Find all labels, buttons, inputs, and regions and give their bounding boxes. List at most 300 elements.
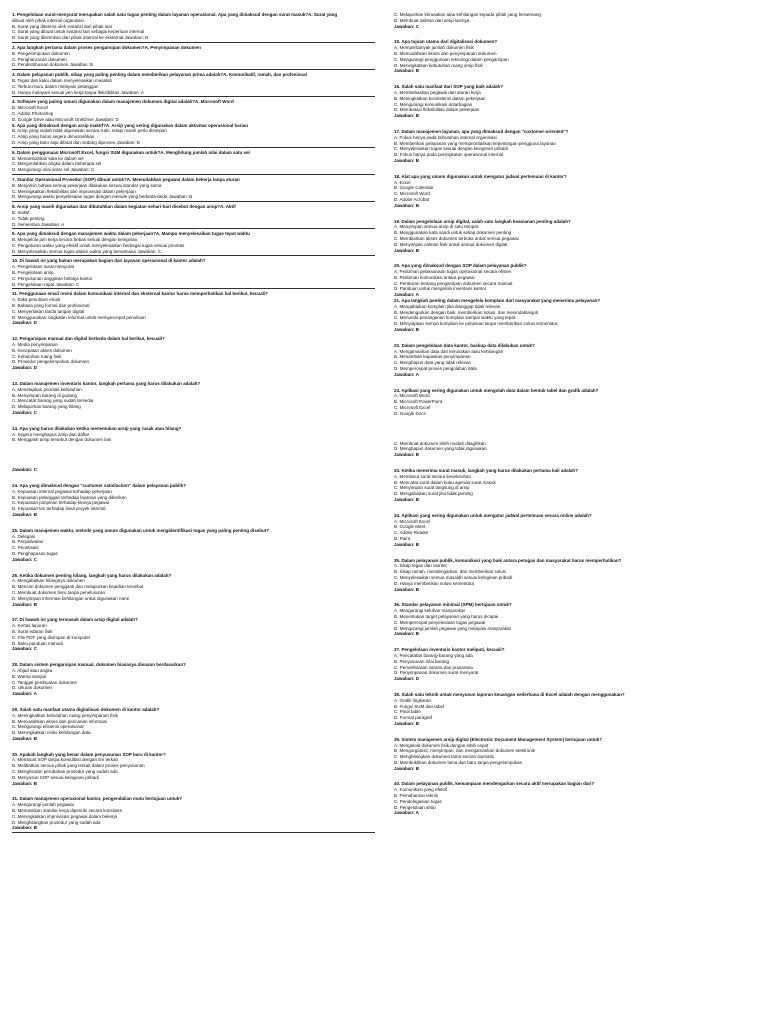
question-text: 6. Dalam penggunaan Microsoft Excel, fungsi SUM digunakan untuk?A. Menghitung jumlah nilai dalam satu sel xyxy=(12,149,250,155)
answer-key: Jawaban: A xyxy=(394,371,419,377)
option-line: A. Segera menghapus arsip dari daftar xyxy=(12,431,90,437)
option-line: B. Menjamin bahwa semua pekerjaan dilakukan sesuai standar yang sama xyxy=(12,182,162,188)
option-line: B. Mengganti arsip tersebut dengan dokumen lain xyxy=(12,437,112,443)
answer-key: Jawaban: B xyxy=(394,327,420,333)
option-line: B. Memudahkan akses dan penyimpanan dokumen xyxy=(394,50,497,56)
option-line: D. Melaporkan barang yang hilang xyxy=(12,404,81,410)
option-line: D. Surat yang dikirimkan dari pihak internal ke eksternal Jawaban: B xyxy=(12,35,149,41)
spacer xyxy=(394,637,757,647)
option-line: B. Kepuasan pelanggan terhadap layanan yang diberikan xyxy=(12,494,127,500)
question-text: 16. Salah satu manfaat dari SOP yang baik adalah? xyxy=(394,84,503,90)
option-line: A. Membuat SOP tanpa konsultasi dengan tim terkait xyxy=(12,757,118,763)
answer-key: Jawaban: B xyxy=(394,113,420,119)
option-line: B. Menentukan target pelayanan yang harus dicapai xyxy=(394,613,499,619)
option-line: B. Meningkatkan konsistensi dalam pekerjaan xyxy=(394,95,486,101)
option-line: A. Mengabaikan komplain jika dianggap tidak relevan xyxy=(394,303,501,309)
spacer xyxy=(394,727,757,737)
answer-key: Jawaban: B xyxy=(394,541,420,547)
option-line: A. Pedoman pelaksanaan tugas operasional secara efisien xyxy=(394,269,512,275)
question-block xyxy=(12,204,375,227)
option-line: C. Tanggal pembuatan dokumen xyxy=(12,679,77,685)
option-line: C. Microsoft Excel xyxy=(394,405,431,411)
answer-key: Jawaban: B xyxy=(12,601,38,607)
divider-line xyxy=(12,69,375,70)
question-block xyxy=(394,647,757,682)
option-line: C. Mencatat barang yang sudah tersedia xyxy=(12,398,94,404)
option-line: C. Terburu-buru dalam melayani pelanggan xyxy=(12,83,99,89)
option-line: A. Menyimpan semua arsip di satu tempat xyxy=(394,224,479,230)
option-line: A. Kepuasan internal pegawai terhadap pekerjaan xyxy=(12,488,112,494)
question-text: 26. Ketika dokumen penting hilang, langkah yang harus dilakukan adalah? xyxy=(12,572,172,578)
option-line: C. Meningkatkan improvisasi pegawai dalam bekerja xyxy=(12,813,118,819)
option-line: B. Mencari dokumen pengganti dan melaporkan kejadian tersebut xyxy=(12,584,144,590)
question-block xyxy=(394,174,757,209)
option-line: C. Kepuasan pimpinan terhadap kinerja pegawai xyxy=(12,500,110,506)
question-text: 38. Salah satu teknik untuk menyusun laporan keuangan sederhana di Excel adalah dengan menggunakan? xyxy=(394,691,625,697)
answer-key: Jawaban: B xyxy=(394,586,420,592)
question-text: 31. Dalam manajemen operasional kantor, pengendalian mutu bertujuan untuk? xyxy=(12,796,183,802)
question-block xyxy=(12,150,375,173)
option-line: B. Memudahkan akses dan pencarian informasi xyxy=(12,718,108,724)
spacer xyxy=(394,209,757,219)
question-text: 30. Apakah langkah yang benar dalam penyusunan SOP baru di kantor? xyxy=(12,751,166,757)
option-line: B. Arsip yang sudah tidak digunakan secara rutin, tetapi masih perlu disimpan xyxy=(12,128,167,134)
option-line: A. Meningkatkan kebutuhan ruang penyimpanan fisik xyxy=(12,712,118,718)
option-line: D. Pendistribusian dokumen Jawaban: B xyxy=(12,62,94,68)
option-line: C. Menghindari perubahan prosedur yang sudah ada xyxy=(12,769,118,775)
option-line: B. Penyusunan nilai barang xyxy=(394,658,450,664)
answer-key: Jawaban: A xyxy=(394,292,419,298)
option-line: A. Fokus hanya pada kebutuhan internal organisasi xyxy=(394,134,497,140)
spacer xyxy=(12,563,375,573)
option-line: A. Abjad atau angka xyxy=(12,667,53,673)
question-block xyxy=(394,39,757,74)
question-text: C. Melaporkan kerusakan atau kehilangan kepada pihak yang berwenang xyxy=(394,12,541,17)
option-line: B. Pedoman komunikasi antara pegawai xyxy=(394,274,475,280)
option-line: C. Mengurangi penggunaan teknologi dalam pengarsipan xyxy=(394,56,509,62)
option-line: A. Komunikasi yang efektif xyxy=(394,787,448,793)
spacer xyxy=(12,697,375,707)
question-text: 2. Apa langkah pertama dalam proses pengarsipan dokumen?A. Penyimpanan dokumen xyxy=(12,44,201,50)
question-text: 13. Dalam manajemen inventaris kantor, langkah pertama yang harus dilakukan adalah? xyxy=(12,381,201,387)
option-line: D. Menggunakan singkatan informal untuk mempercepat penulisan xyxy=(12,314,146,320)
question-block xyxy=(12,483,375,518)
option-line: D. Ukuran dokumen xyxy=(12,685,53,691)
option-line: C. Microsoft Word xyxy=(394,191,430,197)
option-line: A. Pengelolaan surat-menyurat xyxy=(12,264,75,270)
answer-key: Jawaban: B xyxy=(394,720,420,726)
option-line: C. Membuat dokumen baru tanpa penelusuran xyxy=(12,589,106,595)
option-line: D. Penyimpanan dokumen surat-menyurat xyxy=(394,670,479,676)
option-line: D. Kepuasan tim terhadap hasil proyek internal xyxy=(12,506,106,512)
option-line: A. Membebaskan pegawai dari aturan kerja xyxy=(394,89,481,95)
question-block xyxy=(12,72,375,95)
option-line: B. Pengelolaan arsip xyxy=(12,270,54,276)
option-line: C. Arsip yang harus segera dimusnahkan xyxy=(12,134,95,140)
question-text: 29. Salah satu manfaat utama digitalisasi dokumen di kantor adalah? xyxy=(12,706,160,712)
option-line: C. Mempercepat penyelesaian tugas pegawai xyxy=(394,619,486,625)
question-block xyxy=(12,707,375,742)
spacer xyxy=(394,503,757,513)
option-line: C. Menunda penanganan komplain sampai waktu yang tepat xyxy=(394,315,516,321)
option-line: A. Grafik lingkaran xyxy=(394,697,432,703)
answer-key: Jawaban: C xyxy=(12,410,38,416)
question-block xyxy=(394,441,757,458)
option-line: B. Surat yang diterima oleh instansi dari pihak luar xyxy=(12,23,113,29)
option-line: A. Mengamankan data dari kerusakan atau kehilangan xyxy=(394,348,504,354)
option-line: C. Peraturan tentang pengarsipan dokumen secara manual xyxy=(394,280,513,286)
question-block xyxy=(394,129,757,164)
answer-key: Jawaban: B xyxy=(394,202,420,208)
question-block xyxy=(12,291,375,326)
option-line: C. Meningkatkan fleksibilitas dan improvisasi dalam pekerjaan xyxy=(12,188,136,194)
divider-line xyxy=(12,228,375,229)
spacer xyxy=(394,682,757,692)
option-line: C. Mengurangi efisiensi operasional xyxy=(12,724,84,730)
option-line: D. Menyimpan informasi kehilangan untuk digunakan nanti xyxy=(12,595,129,601)
question-text: 19. Dalam pengelolaan arsip digital, salah satu langkah keamanan penting adalah? xyxy=(394,218,571,224)
question-block xyxy=(12,258,375,287)
question-block xyxy=(12,123,375,146)
option-line: D. Menyimpan salinan fisik untuk semua dokumen digital xyxy=(394,241,508,247)
option-line: D. Mengurangi waktu penyelesaian tugas dengan metode yang berbeda-beda Jawaban: B xyxy=(12,194,193,200)
question-block xyxy=(12,336,375,371)
answer-key: Jawaban: A xyxy=(394,810,419,816)
option-line: D. Menyusun SOP sesuai keinginan pribadi xyxy=(12,774,99,780)
question-text: 8. Arsip yang masih digunakan dan dibutuhkan dalam kegiatan sehari-hari disebut dengan arsip?A. Aktif xyxy=(12,204,236,210)
option-line: C. Membiarkan akses dokumen terbuka untuk semua pegawai xyxy=(394,235,519,241)
option-line: C. Prioritisasi xyxy=(12,545,39,551)
spacer xyxy=(12,786,375,796)
answer-key: Jawaban: B xyxy=(394,157,420,163)
option-line: A. Etika penulisan email xyxy=(12,297,61,303)
divider-line xyxy=(12,832,375,833)
option-line: D. Paint xyxy=(394,535,411,541)
spacer xyxy=(394,458,757,468)
question-text: 39. Sistem manajemen arsip digital (Electronic Document Management System) bertujuan untuk? xyxy=(394,736,603,742)
answer-key: Jawaban: B xyxy=(394,68,420,74)
answer-key: Jawaban: B xyxy=(394,765,420,771)
question-text: 40. Dalam pelayanan publik, kemampuan mendengarkan secara aktif merupakan bagian dari? xyxy=(394,781,595,787)
question-block xyxy=(12,45,375,68)
divider-line xyxy=(12,147,375,148)
divider-line xyxy=(12,174,375,175)
option-line: A. Mengurangi keluhan masyarakat xyxy=(394,608,465,614)
question-block xyxy=(394,737,757,772)
answer-key: Jawaban: B xyxy=(12,780,38,786)
option-line: C. Pengaturan waktu yang efektif untuk menyelesaikan berbagai tugas sesuai prioritas xyxy=(12,242,185,248)
answer-key: Jawaban: B xyxy=(12,825,38,831)
option-line: A. Microsoft Excel xyxy=(394,518,431,524)
option-line: B. Mengorganisir, menyimpan, dan mengamankan dokumen elektronik xyxy=(394,748,535,754)
option-line: A. Membaca surat secara keseluruhan xyxy=(394,473,472,479)
question-block xyxy=(394,219,757,254)
option-line: D. Hanya melayani sesuai jam kerja tanpa fleksibilitas Jawaban: A xyxy=(12,89,144,95)
option-line: D. Pengelolaan arsip xyxy=(394,804,436,810)
option-line: B. Fungsi SUM dan tabel xyxy=(394,703,445,709)
option-line: D. Mengabaikan surat jika tidak penting xyxy=(394,491,473,497)
spacer xyxy=(394,333,757,343)
question-text: 22. Dalam pengelolaan data kantor, backup data dilakukan untuk? xyxy=(394,342,535,348)
option-line: C. Pemeliharaan sarana dan prasarana xyxy=(394,664,473,670)
option-line: A. Pencatatan barang-barang yang ada xyxy=(394,652,473,658)
option-line: D. Hanya memberikan solusi sementara xyxy=(394,580,475,586)
option-line: B. Memastikan standar kerja dipenuhi secara konsisten xyxy=(12,808,123,814)
option-line: B. Google Meet xyxy=(394,524,426,530)
spacer xyxy=(394,548,757,558)
option-line: B. Surat edaran fisik xyxy=(12,628,53,634)
question-block xyxy=(12,662,375,697)
question-text: 15. Apa tujuan utama dari digitalisasi dokumen? xyxy=(394,39,498,45)
option-line: C. Surat yang dibuat untuk instansi lain sebagai keperluan internal xyxy=(12,29,145,35)
option-line: A. Mengurangi jumlah pegawai xyxy=(12,802,74,808)
option-line: D. Google Docs xyxy=(394,410,426,416)
option-line: D. Adobe Acrobat xyxy=(394,196,430,202)
question-block xyxy=(394,298,757,333)
question-block xyxy=(12,381,375,416)
spacer xyxy=(12,652,375,662)
question-text: 9. Apa yang dimaksud dengan manajemen waktu dalam pekerjaan?A. Mampu menyelesaikan tugas tepat waktu xyxy=(12,231,250,237)
question-block xyxy=(12,528,375,563)
answer-key: Jawaban: B xyxy=(394,247,420,253)
option-line: A. Kertas laporan xyxy=(12,623,47,629)
option-line: D. Sementara Jawaban: A xyxy=(12,221,65,227)
option-line: B. Memberikan pelayanan yang memprioritaskan kepentingan pengguna layanan xyxy=(394,140,556,146)
spacer xyxy=(12,326,375,336)
option-line: C. Pivot table xyxy=(394,709,421,715)
spacer xyxy=(394,29,757,39)
question-block xyxy=(12,573,375,608)
question-text: 24. Apa yang dimaksud dengan "customer satisfaction" dalam pelayanan publik? xyxy=(12,483,186,488)
spacer xyxy=(394,74,757,84)
option-line: C. Penghancuran dokumen xyxy=(12,56,67,62)
answer-key: Jawaban: C xyxy=(394,23,420,29)
question-text: 36. Standar pelayanan minimal (SPM) bertujuan untuk? xyxy=(394,602,512,608)
answer-key: Jawaban: B xyxy=(394,631,420,637)
left-question-column xyxy=(12,12,375,1022)
answer-key: Jawaban: C xyxy=(12,556,38,562)
option-line: D. Menghapus dokumen yang tidak digunakan xyxy=(394,446,487,452)
divider-line xyxy=(12,96,375,97)
question-block xyxy=(12,12,375,41)
answer-key: Jawaban: D xyxy=(12,365,38,371)
question-text: 21. Apa langkah penting dalam mengelola komplain dari masyarakat yang menerima pelayanan? xyxy=(394,298,601,304)
question-text: 1. Pengelolaan surat-menyurat merupakan salah satu tugas penting dalam layanan operasional. Apa yang dimaksud dengan surat masuk?A. Surat yang xyxy=(12,12,338,17)
question-block xyxy=(394,388,757,417)
option-line: B. Menyimpan barang di gudang xyxy=(12,392,78,398)
question-block xyxy=(12,752,375,787)
question-block xyxy=(12,617,375,652)
question-block xyxy=(12,796,375,831)
divider-line xyxy=(12,255,375,256)
question-text: 11. Penggunaan email resmi dalam komunikasi internal dan eksternal kantor harus memperhatikan hal berikut, kecuali? xyxy=(12,291,268,297)
answer-key: Jawaban: B xyxy=(394,497,420,502)
answer-key: Jawaban: B xyxy=(394,452,420,458)
question-block xyxy=(394,84,757,119)
question-text: 5. Apa yang dimaksud dengan arsip inaktif?A. Arsip yang sering digunakan dalam aktivitas operasional harian xyxy=(12,122,248,128)
option-line: A. Sikap tegas dan otoriter xyxy=(394,563,448,569)
option-line: C. Adobe Reader xyxy=(394,530,429,536)
spacer xyxy=(394,164,757,174)
question-block xyxy=(12,177,375,200)
option-line: B. Penjadwalan xyxy=(12,539,44,545)
option-line: C. Menghilangkan dokumen lama secara otomatis xyxy=(394,754,495,760)
option-line: B. Pengelompokan dokumen xyxy=(12,50,70,56)
question-block xyxy=(394,692,757,727)
option-line: A. Microsoft Word xyxy=(394,393,430,399)
option-line: B. Inaktif xyxy=(12,209,30,215)
question-text: 35. Dalam pelayanan publik, komunikasi yang baik antara petugas dan masyarakat harus memperhatikan? xyxy=(394,557,622,563)
option-line: D. Mengurangi jumlah pegawai yang melayani masyarakat xyxy=(394,625,511,631)
option-line: B. Mendengarkan dengan baik, memberikan solusi, dan menindaklanjuti xyxy=(394,309,538,315)
question-text: 18. Alat apa yang umum digunakan untuk mengatur jadwal pertemuan di kantor? xyxy=(394,173,567,179)
option-line: B. Melibatkan semua pihak yang terkait dalam proses penyusunan xyxy=(12,763,145,769)
option-line: D. Fokus hanya pada peningkatan operasional internal xyxy=(394,152,504,158)
option-line: D. Menghilangkan prosedur yang sudah ada xyxy=(12,819,101,825)
option-line: B. Warna sampul xyxy=(12,673,47,679)
question-block xyxy=(394,558,757,593)
option-line: B. Microsoft PowerPoint xyxy=(394,399,443,405)
option-line: B. Google Calendar xyxy=(394,185,434,191)
spacer xyxy=(12,371,375,381)
option-line: D. Meningkatkan kebutuhan ruang arsip fisik xyxy=(394,62,483,68)
question-text: 3. Dalam pelayanan publik, sikap yang paling penting dalam memberikan pelayanan prima adalah?A. Komunikatif, ramah, dan profesional xyxy=(12,72,307,78)
option-line: B. Bahasa yang formal dan profesional xyxy=(12,303,90,309)
answer-key: Jawaban: D xyxy=(394,676,420,682)
spacer xyxy=(394,119,757,129)
option-line: B. Mengelola jam kerja secara bebas sesuai dengan keinginan xyxy=(12,237,138,243)
option-line: C. Tidak penting xyxy=(12,215,45,221)
question-text: 33. Ketika menerima surat masuk, langkah yang harus dilakukan pertama kali adalah? xyxy=(394,468,578,474)
option-line: A. Mengelola dokumen fisik dengan lebih cepat xyxy=(394,742,489,748)
option-line: D. Membatasi fleksibilitas dalam pekerjaan xyxy=(394,107,480,113)
question-block xyxy=(394,12,757,29)
option-line: A. Menetapkan prioritas kebutuhan xyxy=(12,386,82,392)
question-text: 12. Pengarsipan manual dan digital berbeda dalam hal berikut, kecuali? xyxy=(12,336,165,342)
option-line: B. Sikap ramah, mendengarkan, dan memberikan solusi xyxy=(394,569,507,575)
option-line: C. Mengurangi komunikasi antarbagian xyxy=(394,101,473,107)
question-text: 17. Dalam manajemen layanan, apa yang dimaksud dengan "customer-oriented"? xyxy=(394,128,569,134)
spacer xyxy=(394,417,757,441)
option-line: C. Menyimpan surat langsung di arsip xyxy=(394,485,470,491)
question-block xyxy=(394,513,757,548)
option-line: D. Mempercepat proses pengolahan data xyxy=(394,366,477,372)
option-line: C. Adobe Photoshop xyxy=(12,110,54,116)
option-line: D. Format paragraf xyxy=(394,715,433,721)
option-line: A. Excel xyxy=(394,179,411,185)
spacer xyxy=(12,742,375,752)
option-line: B. Menggunakan kata sandi untuk setiap dokumen penting xyxy=(394,230,512,236)
question-block xyxy=(394,468,757,503)
spacer xyxy=(12,443,375,467)
option-line: D. Google Drive atau Microsoft OneDrive Jawaban: D xyxy=(12,116,119,122)
option-line: dibuat oleh pihak internal organisasi xyxy=(12,17,84,23)
option-line: D. Prosedur pengelompokan dokumen xyxy=(12,359,90,365)
option-line: B. Menambahkan kata ke dalam sel xyxy=(12,155,84,161)
option-line: D. Meningkatkan risiko kehilangan data xyxy=(12,730,91,736)
option-line: B. Tegas dan kaku dalam menyelesaikan masalah xyxy=(12,77,112,83)
option-line: B. Kecepatan akses dokumen xyxy=(12,347,72,353)
option-line: A. Memperbanyak jumlah dokumen fisik xyxy=(394,45,474,51)
question-text: 34. Aplikasi yang sering digunakan untuk mengatur jadwal pertemuan secara online adalah? xyxy=(394,512,592,518)
question-text: 7. Standar Operasional Prosedur (SOP) dibuat untuk?A. Memudahkan pegawai dalam bekerja tanpa aturan xyxy=(12,176,240,182)
spacer xyxy=(394,378,757,388)
option-line: D. Membuat salinan dari arsip lainnya xyxy=(394,17,470,23)
option-line: D. Membuktikan dokumen lama dan baru tanpa pengelompokan xyxy=(394,759,523,765)
right-question-column xyxy=(394,12,757,1022)
question-block xyxy=(12,99,375,122)
divider-line xyxy=(12,42,375,43)
divider-line xyxy=(12,288,375,289)
option-line: C. Menyertakan tanda tangan digital xyxy=(12,308,85,314)
option-line: A. Delegasi xyxy=(12,533,36,539)
option-line: C. Kebutuhan ruang fisik xyxy=(12,353,62,359)
answer-key: Jawaban: A xyxy=(12,691,37,697)
option-line: B. Menambah kapasitas penyimpanan xyxy=(394,354,471,360)
option-line: D. Menyiapkan semua komplain ke pimpinan tanpa memberikan solusi sementara xyxy=(394,321,558,327)
question-block xyxy=(12,426,375,443)
question-text: C. Membuat dokumen lebih mudah ditagihkan xyxy=(394,440,486,446)
option-line: C. Menghapus data yang tidak relevan xyxy=(394,360,472,366)
divider-line xyxy=(12,201,375,202)
spacer xyxy=(394,771,757,781)
option-line: B. Mencatat surat dalam buku agenda surat masuk xyxy=(394,479,496,485)
option-line: C. Menyelesaikan semua masalah sesuai keinginan pribadi xyxy=(394,574,513,580)
spacer xyxy=(12,416,375,426)
spacer xyxy=(12,518,375,528)
spacer xyxy=(12,473,375,483)
question-text: Jawaban: C xyxy=(12,467,38,473)
question-text: 23. Aplikasi yang sering digunakan untuk mengolah data dalam bentuk tabel dan grafik adalah? xyxy=(394,387,599,393)
option-line: C. Penyusunan anggaran belanja kantor xyxy=(12,275,93,281)
spacer xyxy=(394,592,757,602)
option-line: A. Media penyimpanan xyxy=(12,342,59,348)
answer-key: Jawaban: D xyxy=(12,320,38,326)
answer-key: Jawaban: C xyxy=(12,646,38,652)
question-block xyxy=(394,343,757,378)
question-block xyxy=(394,602,757,637)
option-line: D. Pengelolaan rapat Jawaban: C xyxy=(12,281,80,287)
question-text: 10. Di bawah ini yang bukan merupakan bagian dari layanan operasional di kantor adalah? xyxy=(12,258,206,264)
option-line: B. Pemahaman teknis xyxy=(394,793,439,799)
option-line: A. Mengabaikan hilangnya dokumen xyxy=(12,578,85,584)
answer-key: Jawaban: B xyxy=(12,735,38,741)
option-line: D. Panduan untuk mengelola inventaris kantor xyxy=(394,286,487,292)
question-block xyxy=(394,263,757,298)
question-text: 37. Pengelolaan inventaris kantor meliputi, kecuali? xyxy=(394,647,505,653)
question-block xyxy=(12,231,375,254)
question-text: 4. Software yang paling umum digunakan dalam manajemen dokumen digital adalah?A. Microsoft Word xyxy=(12,99,234,105)
question-text: 25. Dalam manajemen waktu, metode yang umum digunakan untuk mengidentifikasi tugas yang paling penting disebut? xyxy=(12,527,270,533)
question-text: 14. Apa yang harus dilakukan ketika menemukan arsip yang rusak atau hilang? xyxy=(12,425,182,431)
question-text: 20. Apa yang dimaksud dengan SOP dalam pelayanan publik? xyxy=(394,263,527,269)
option-line: C. Menyelesaikan tugas sesuai dengan keinginan pribadi xyxy=(394,146,508,152)
question-text: 28. Dalam sistem pengarsipan manual, dokumen biasanya disusun berdasarkan? xyxy=(12,662,186,668)
option-line: D. Menyelesaikan semua tugas dalam waktu yang bersamaan Jawaban: C xyxy=(12,248,162,254)
option-line: B. Microsoft Excel xyxy=(12,105,49,111)
answer-key: Jawaban: B xyxy=(12,511,38,517)
option-line: D. Mengurangi nilai antar sel Jawaban: C xyxy=(12,167,95,173)
option-line: C. Menjumlahkan angka dalam beberapa sel xyxy=(12,161,102,167)
question-text: 27. Di bawah ini yang termasuk dalam arsip digital adalah? xyxy=(12,617,138,623)
option-line: D. Arsip yang baru saja dibuat dan sedang diproses Jawaban: B xyxy=(12,139,140,145)
spacer xyxy=(394,253,757,263)
option-line: C. Pendelegasian tugas xyxy=(394,798,442,804)
option-line: D. Penghapusan tugas xyxy=(12,550,58,556)
option-line: C. File PDF yang disimpan di komputer xyxy=(12,634,91,640)
option-line: D. Buku panduan manual xyxy=(12,640,63,646)
question-block xyxy=(394,781,757,816)
